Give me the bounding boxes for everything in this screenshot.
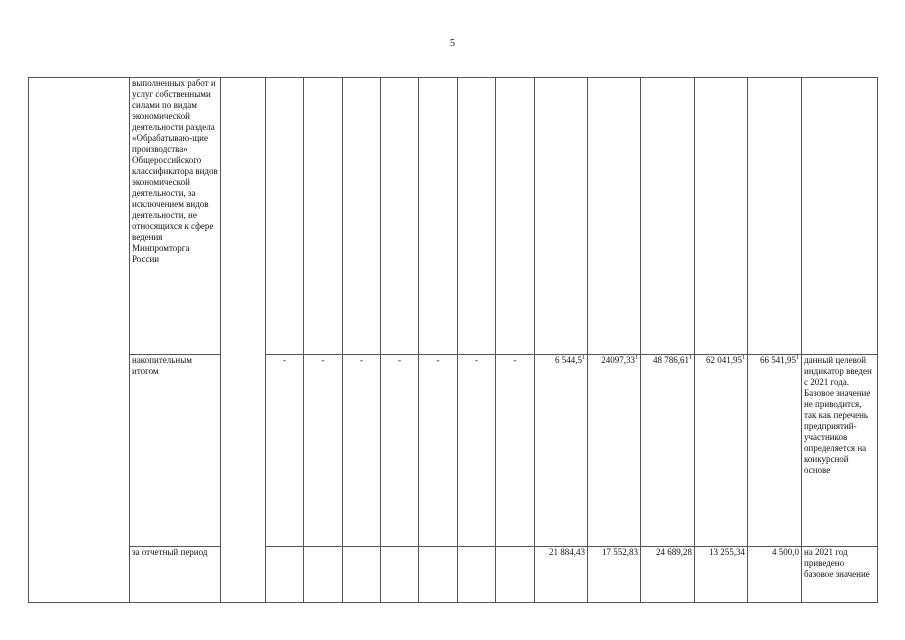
value-cell: 62 041,95$^1$: [695, 355, 748, 547]
value-cell: -: [458, 355, 496, 547]
value-cell: 48 786,61$^1$: [641, 355, 695, 547]
note-cell: [802, 78, 878, 355]
value-cell: [381, 78, 419, 355]
value-cell: [695, 78, 748, 355]
value-cell: [304, 547, 343, 603]
value-cell: 24 689,28: [641, 547, 695, 603]
table-row: [29, 355, 878, 547]
value-cell: [266, 547, 304, 603]
indicator-cell: за отчетный период: [130, 547, 221, 603]
value-cell: -: [266, 355, 304, 547]
value-cell: 66 541,95$^1$: [748, 355, 802, 547]
indicator-cell: выполненных работ и услуг собственными силами по видам экономической деятельности раздела «Обрабатываю-щие производства» Общероссийского классификатора видов экономической деятельности, за исключением видов деятельности, не относящихся к сфере ведения Минпромторга России: [130, 78, 221, 355]
value-cell: -: [343, 355, 381, 547]
value-cell: 6 544,5$^1$: [535, 355, 588, 547]
value-cell: [381, 547, 419, 603]
note-cell: данный целевой индикатор введен с 2021 года. Базовое значение не приводится, так как перечень предприятий-участников определяется на конкурсной основе: [802, 355, 878, 547]
indicator-cell: накопительным итогом: [130, 355, 221, 547]
value-cell: [496, 547, 535, 603]
value-cell: [641, 78, 695, 355]
value-cell: 21 884,43: [535, 547, 588, 603]
value-cell: [458, 547, 496, 603]
value-cell: [343, 547, 381, 603]
value-cell: [419, 78, 458, 355]
value-cell: [304, 78, 343, 355]
value-cell: -: [496, 355, 535, 547]
value-cell: [496, 78, 535, 355]
value-cell: [588, 78, 641, 355]
value-cell: -: [304, 355, 343, 547]
value-cell: [535, 78, 588, 355]
value-cell: -: [381, 355, 419, 547]
indicator-table: [28, 77, 878, 603]
value-cell: 17 552,83: [588, 547, 641, 603]
note-cell: на 2021 год приведено базовое значение: [802, 547, 878, 603]
value-cell: 13 255,34: [695, 547, 748, 603]
value-cell: [419, 547, 458, 603]
value-cell: [458, 78, 496, 355]
table-row: [29, 78, 878, 355]
value-cell: 24097,33$^1$: [588, 355, 641, 547]
value-cell: 4 500,0: [748, 547, 802, 603]
value-cell: -: [419, 355, 458, 547]
table-row: [29, 547, 878, 603]
value-cell: [266, 78, 304, 355]
number-cell: [29, 78, 130, 603]
unit-cell: [221, 78, 266, 603]
value-cell: [748, 78, 802, 355]
page-number: 5: [450, 38, 455, 49]
value-cell: [343, 78, 381, 355]
